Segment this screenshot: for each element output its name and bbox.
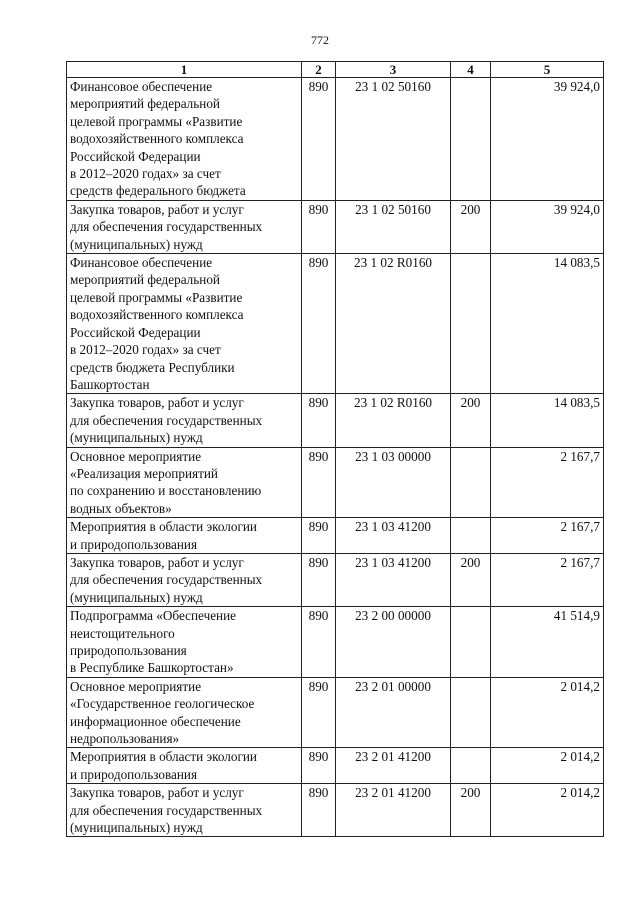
column-header-2: 2 xyxy=(302,62,336,78)
table-row xyxy=(67,394,604,447)
row-code-cell: 23 2 00 00000 xyxy=(336,607,451,678)
row-name-cell: Финансовое обеспечение мероприятий федеральной целевой программы «Развитие водохозяйственного комплекса Российской Федерации в 2012–2020 годах» за счет средств федерального бюджета xyxy=(67,78,302,201)
row-code-cell: 23 2 01 00000 xyxy=(336,677,451,748)
row-code-cell: 23 1 03 00000 xyxy=(336,447,451,518)
row-code-cell: 23 1 02 R0160 xyxy=(336,254,451,394)
table-header-row xyxy=(67,62,604,78)
row-type-cell xyxy=(451,518,491,554)
row-name-cell: Мероприятия в области экологии и природопользования xyxy=(67,748,302,784)
row-sum-cell: 14 083,5 xyxy=(491,254,604,394)
column-header-4: 4 xyxy=(451,62,491,78)
table-row xyxy=(67,254,604,394)
row-type-cell: 200 xyxy=(451,200,491,253)
row-gr-cell: 890 xyxy=(302,748,336,784)
row-gr-cell: 890 xyxy=(302,394,336,447)
table-row xyxy=(67,447,604,518)
row-sum-cell: 2 014,2 xyxy=(491,677,604,748)
row-type-cell: 200 xyxy=(451,784,491,837)
row-code-cell: 23 1 03 41200 xyxy=(336,553,451,606)
column-header-1: 1 xyxy=(67,62,302,78)
row-type-cell xyxy=(451,677,491,748)
row-code-cell: 23 1 02 50160 xyxy=(336,78,451,201)
row-name-cell: Подпрограмма «Обеспечение неистощительного природопользования в Республике Башкортостан» xyxy=(67,607,302,678)
row-sum-cell: 2 167,7 xyxy=(491,447,604,518)
row-name-cell: Закупка товаров, работ и услуг для обеспечения государственных (муниципальных) нужд xyxy=(67,784,302,837)
row-code-cell: 23 1 02 50160 xyxy=(336,200,451,253)
table-row xyxy=(67,748,604,784)
row-sum-cell: 2 014,2 xyxy=(491,748,604,784)
table-row xyxy=(67,553,604,606)
row-code-cell: 23 1 03 41200 xyxy=(336,518,451,554)
table-row xyxy=(67,784,604,837)
row-type-cell xyxy=(451,78,491,201)
budget-table xyxy=(66,61,604,837)
page-number: 772 xyxy=(311,33,329,47)
row-gr-cell: 890 xyxy=(302,447,336,518)
table-row xyxy=(67,78,604,201)
row-type-cell: 200 xyxy=(451,553,491,606)
table-row xyxy=(67,607,604,678)
row-gr-cell: 890 xyxy=(302,677,336,748)
row-code-cell: 23 1 02 R0160 xyxy=(336,394,451,447)
row-type-cell xyxy=(451,254,491,394)
row-sum-cell: 2 014,2 xyxy=(491,784,604,837)
row-type-cell xyxy=(451,607,491,678)
row-name-cell: Финансовое обеспечение мероприятий федеральной целевой программы «Развитие водохозяйственного комплекса Российской Федерации в 2012–2020 годах» за счет средств бюджета Республики Башкортостан xyxy=(67,254,302,394)
column-header-5: 5 xyxy=(491,62,604,78)
column-header-3: 3 xyxy=(336,62,451,78)
row-gr-cell: 890 xyxy=(302,200,336,253)
row-name-cell: Основное мероприятие «Государственное геологическое информационное обеспечение недропользования» xyxy=(67,677,302,748)
row-sum-cell: 41 514,9 xyxy=(491,607,604,678)
table-row xyxy=(67,200,604,253)
row-code-cell: 23 2 01 41200 xyxy=(336,748,451,784)
row-gr-cell: 890 xyxy=(302,78,336,201)
row-name-cell: Мероприятия в области экологии и природопользования xyxy=(67,518,302,554)
row-gr-cell: 890 xyxy=(302,553,336,606)
row-type-cell: 200 xyxy=(451,394,491,447)
row-sum-cell: 2 167,7 xyxy=(491,518,604,554)
row-name-cell: Основное мероприятие «Реализация мероприятий по сохранению и восстановлению водных объектов» xyxy=(67,447,302,518)
row-name-cell: Закупка товаров, работ и услуг для обеспечения государственных (муниципальных) нужд xyxy=(67,200,302,253)
row-code-cell: 23 2 01 41200 xyxy=(336,784,451,837)
row-sum-cell: 14 083,5 xyxy=(491,394,604,447)
row-gr-cell: 890 xyxy=(302,784,336,837)
row-name-cell: Закупка товаров, работ и услуг для обеспечения государственных (муниципальных) нужд xyxy=(67,553,302,606)
row-name-cell: Закупка товаров, работ и услуг для обеспечения государственных (муниципальных) нужд xyxy=(67,394,302,447)
row-gr-cell: 890 xyxy=(302,607,336,678)
row-gr-cell: 890 xyxy=(302,518,336,554)
row-sum-cell: 39 924,0 xyxy=(491,78,604,201)
row-type-cell xyxy=(451,748,491,784)
row-sum-cell: 39 924,0 xyxy=(491,200,604,253)
table-row xyxy=(67,677,604,748)
row-type-cell xyxy=(451,447,491,518)
table-row xyxy=(67,518,604,554)
row-gr-cell: 890 xyxy=(302,254,336,394)
row-sum-cell: 2 167,7 xyxy=(491,553,604,606)
